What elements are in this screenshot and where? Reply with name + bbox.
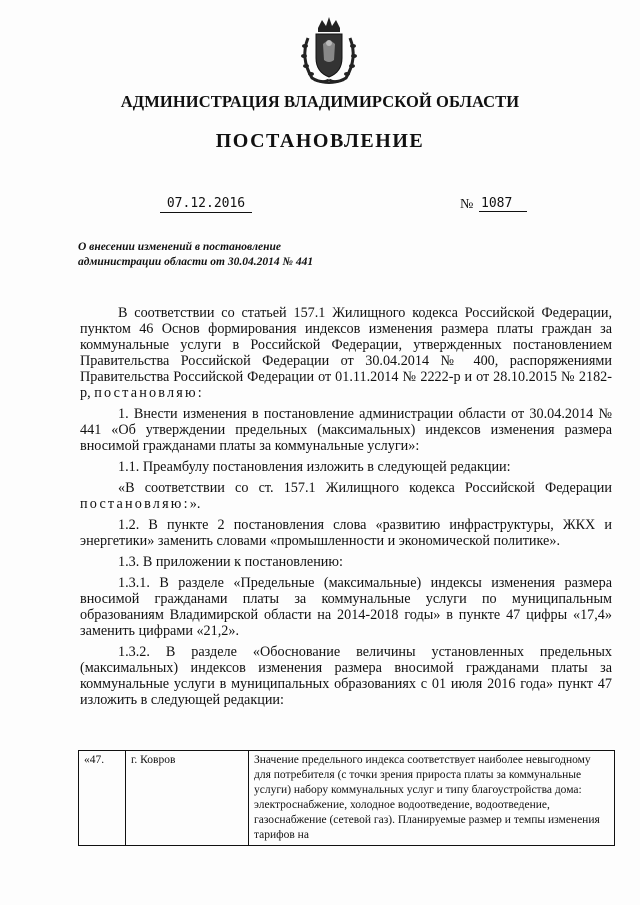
table-row — [79, 751, 615, 846]
decree-word: постановляю: — [94, 385, 204, 401]
item-1-3-1-paragraph: 1.3.1. В разделе «Предельные (максимальные) индексы изменения размера вносимой гражданами платы за коммунальные услуги по муниципальным образованиям Владимирской области на 2014-2018 годы» в пункте 47 цифры «17,4» заменить цифрами «21,2». — [80, 575, 612, 639]
quote-text: «В соответствии со ст. 157.1 Жилищного кодекса Российской Федерации — [118, 480, 612, 496]
table-cell-number: «47. — [79, 751, 126, 846]
preamble-paragraph — [80, 305, 612, 401]
subject-line: администрации области от 30.04.2014 № 441 — [78, 256, 314, 268]
document-type-title: ПОСТАНОВЛЕНИЕ — [215, 130, 425, 152]
document-body — [80, 305, 612, 711]
subject-line: О внесении изменений в постановление — [78, 241, 282, 253]
document-subject — [78, 240, 358, 270]
item-1-2-paragraph: 1.2. В пункте 2 постановления слова «развитию инфраструктуры, ЖКХ и энергетики» заменить словами «промышленности и экономической политике». — [80, 517, 612, 549]
quote-decree-word: постановляю: — [80, 496, 190, 512]
document-date: 07.12.2016 — [160, 196, 252, 213]
document-number: 1087 — [479, 196, 527, 212]
organization-title: АДМИНИСТРАЦИЯ ВЛАДИМИРСКОЙ ОБЛАСТИ — [120, 92, 520, 111]
replacement-table — [78, 750, 615, 846]
item-1-paragraph: 1. Внести изменения в постановление администрации области от 30.04.2014 № 441 «Об утверждении предельных (максимальных) индексов изменения размера вносимой гражданами платы за коммунальные услуги»: — [80, 406, 612, 454]
table-cell-text: Значение предельного индекса соответствует наиболее невыгодному для потребителя (с точки зрения прироста платы за коммунальные услуги) набору коммунальных услуг и типу благоустройства дома: электроснабжение, холодное водоотведение, водоотведение, газоснабжение (сетевой газ). Планируемые размер и темпы изменения тарифов на — [249, 751, 615, 846]
table-cell-municipality: г. Ковров — [126, 751, 249, 846]
quote-paragraph — [80, 480, 612, 512]
quote-end: ». — [189, 496, 201, 512]
coat-of-arms-emblem — [296, 14, 362, 86]
item-1-1-paragraph: 1.1. Преамбулу постановления изложить в следующей редакции: — [118, 459, 511, 475]
preamble-text: В соответствии со статьей 157.1 Жилищного кодекса Российской Федерации, пунктом 46 Основ формирования индексов изменения размера платы граждан за коммунальные услуги в Российской Федерации, утвержденных постановлением Правительства Российской Федерации от 30.04.2014 № 400, распоряжениями Правительства Российской Федерации от 01.11.2014 № 2222-р и от 28.10.2015 № 2182-р, — [80, 305, 612, 401]
document-number-label: № — [460, 197, 474, 212]
item-1-3-2-paragraph: 1.3.2. В разделе «Обоснование величины установленных предельных (максимальных) индексов изменения размера вносимой гражданами платы за коммунальные услуги в муниципальных образованиях с 01 июля 2016 года» пункт 47 изложить в следующей редакции: — [80, 644, 612, 708]
item-1-3-paragraph: 1.3. В приложении к постановлению: — [118, 554, 343, 570]
